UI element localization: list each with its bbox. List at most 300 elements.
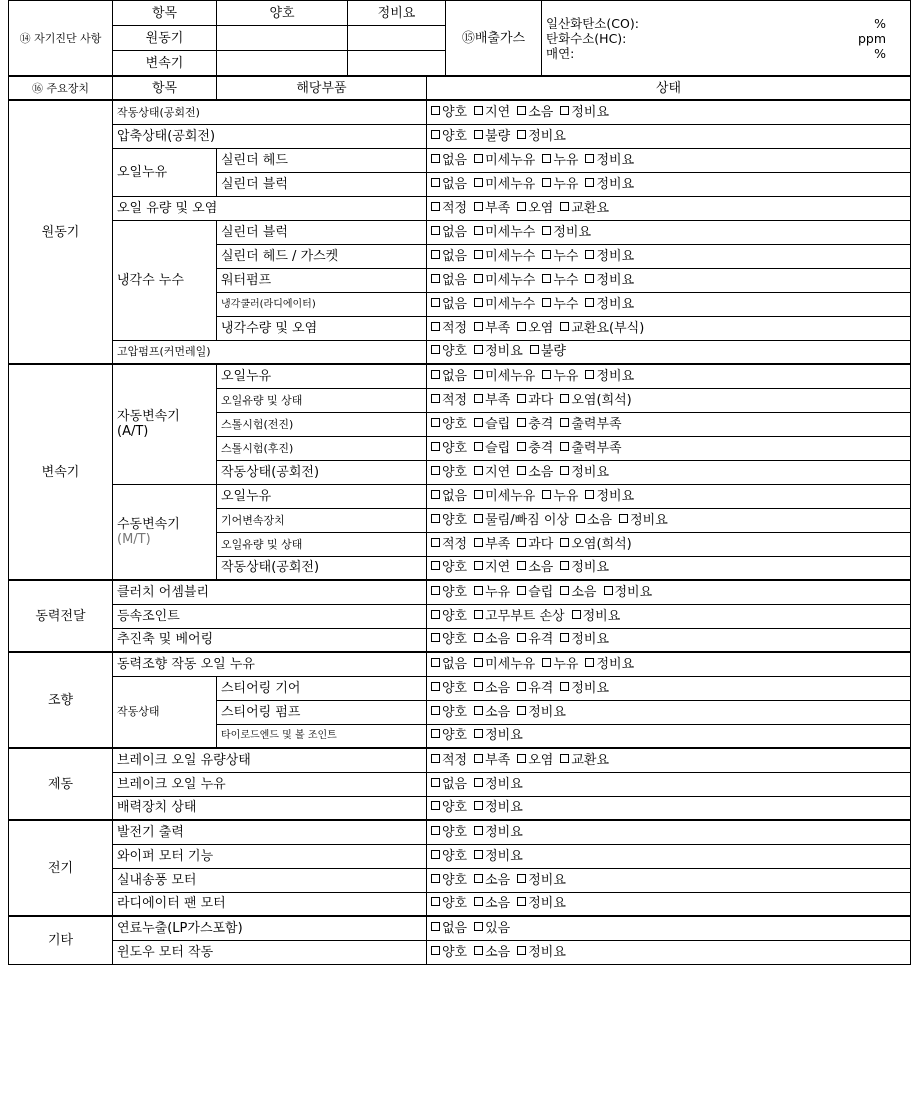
status-option[interactable]	[431, 800, 467, 815]
status-option[interactable]	[474, 369, 535, 384]
status-option[interactable]	[431, 297, 467, 312]
status-option-label: 소음	[587, 512, 613, 528]
checkbox-icon[interactable]	[474, 514, 483, 523]
status-option[interactable]	[560, 321, 644, 336]
checkbox-icon[interactable]	[431, 274, 440, 283]
checkbox-icon[interactable]	[474, 633, 483, 642]
status-option-label: 양호	[442, 416, 468, 432]
status-options	[427, 916, 911, 940]
checkbox-icon[interactable]	[474, 250, 483, 259]
checkbox-icon[interactable]	[517, 946, 526, 955]
self-diag-engine-good[interactable]	[217, 26, 348, 51]
status-options	[427, 604, 911, 628]
status-option[interactable]	[474, 849, 523, 864]
status-option[interactable]	[431, 873, 467, 888]
checkbox-icon[interactable]	[431, 706, 440, 715]
status-option[interactable]	[560, 585, 596, 600]
status-option[interactable]	[431, 177, 467, 192]
status-option[interactable]	[517, 632, 553, 647]
checkbox-icon[interactable]	[431, 322, 440, 331]
status-option[interactable]	[542, 153, 578, 168]
status-option[interactable]	[560, 441, 621, 456]
status-option[interactable]	[560, 393, 631, 408]
status-option[interactable]	[517, 537, 553, 552]
status-option-label: 정비요	[485, 344, 523, 360]
status-option[interactable]	[474, 297, 535, 312]
checkbox-icon[interactable]	[542, 298, 551, 307]
status-option[interactable]	[517, 465, 553, 480]
checkbox-icon[interactable]	[542, 658, 551, 667]
status-option[interactable]	[431, 849, 467, 864]
status-option[interactable]	[474, 537, 510, 552]
status-option[interactable]	[542, 273, 578, 288]
checkbox-icon[interactable]	[474, 178, 483, 187]
checkbox-icon[interactable]	[542, 274, 551, 283]
checkbox-icon[interactable]	[474, 801, 483, 810]
status-option-label: 부족	[485, 752, 511, 768]
status-option[interactable]	[431, 129, 467, 144]
checkbox-icon[interactable]	[585, 250, 594, 259]
status-option[interactable]	[517, 417, 553, 432]
status-option[interactable]	[560, 681, 609, 696]
status-option[interactable]	[474, 105, 510, 120]
status-option[interactable]	[431, 441, 467, 456]
checkbox-icon[interactable]	[431, 130, 440, 139]
status-option[interactable]	[474, 945, 510, 960]
checkbox-icon[interactable]	[431, 778, 440, 787]
checkbox-icon[interactable]	[517, 442, 526, 451]
status-option[interactable]	[542, 657, 578, 672]
self-diag-trans-repair[interactable]	[348, 51, 446, 76]
self-diag-engine-repair[interactable]	[348, 26, 446, 51]
checkbox-icon[interactable]	[474, 322, 483, 331]
checkbox-icon[interactable]	[619, 514, 628, 523]
checkbox-icon[interactable]	[560, 754, 569, 763]
checkbox-icon[interactable]	[474, 466, 483, 475]
item-text: 발전기 출력	[117, 824, 184, 840]
status-option[interactable]	[474, 441, 510, 456]
part-label: 오일누유	[217, 484, 427, 508]
status-option-label: 없음	[442, 296, 468, 312]
checkbox-icon[interactable]	[474, 370, 483, 379]
status-option-label: 정비요	[596, 272, 635, 288]
status-option[interactable]	[431, 632, 467, 647]
part-label: 기어변속장치	[217, 508, 427, 532]
checkbox-icon[interactable]	[431, 154, 440, 163]
hc-label: 탄화수소(HC):	[546, 30, 627, 46]
status-option[interactable]	[431, 417, 467, 432]
item-label	[113, 628, 427, 652]
status-option[interactable]	[560, 537, 631, 552]
checkbox-icon[interactable]	[560, 586, 569, 595]
status-option[interactable]	[517, 560, 553, 575]
checkbox-icon[interactable]	[560, 442, 569, 451]
checkbox-icon[interactable]	[542, 154, 551, 163]
checkbox-icon[interactable]	[474, 682, 483, 691]
checkbox-icon[interactable]	[585, 658, 594, 667]
part-label: 오일유량 및 상태	[217, 532, 427, 556]
checkbox-icon[interactable]	[585, 370, 594, 379]
status-option[interactable]	[474, 153, 535, 168]
checkbox-icon[interactable]	[560, 418, 569, 427]
status-option[interactable]	[431, 609, 467, 624]
checkbox-icon[interactable]	[560, 538, 569, 547]
status-option[interactable]	[474, 273, 535, 288]
checkbox-icon[interactable]	[474, 754, 483, 763]
checkbox-icon[interactable]	[474, 226, 483, 235]
status-option[interactable]	[585, 249, 634, 264]
checkbox-icon[interactable]	[431, 610, 440, 619]
status-option[interactable]	[431, 105, 467, 120]
status-options	[427, 484, 911, 508]
status-option[interactable]	[542, 225, 591, 240]
status-option[interactable]	[431, 921, 467, 936]
checkbox-icon[interactable]	[474, 106, 483, 115]
checkbox-icon[interactable]	[560, 394, 569, 403]
status-option[interactable]	[474, 873, 510, 888]
status-option[interactable]	[431, 681, 467, 696]
status-option-label: 적정	[442, 536, 468, 552]
status-option[interactable]	[474, 896, 510, 911]
checkbox-icon[interactable]	[572, 610, 581, 619]
checkbox-icon[interactable]	[431, 658, 440, 667]
status-option[interactable]	[560, 417, 621, 432]
status-option[interactable]	[474, 585, 510, 600]
checkbox-icon[interactable]	[585, 154, 594, 163]
checkbox-icon[interactable]	[431, 226, 440, 235]
status-option-label: 소음	[485, 872, 511, 888]
checkbox-icon[interactable]	[474, 345, 483, 354]
status-option[interactable]	[517, 873, 566, 888]
checkbox-icon[interactable]	[474, 442, 483, 451]
status-option[interactable]	[474, 129, 510, 144]
checkbox-icon[interactable]	[474, 610, 483, 619]
status-option[interactable]	[517, 681, 553, 696]
status-option[interactable]	[474, 609, 564, 624]
checkbox-icon[interactable]	[431, 298, 440, 307]
status-option[interactable]	[542, 297, 578, 312]
status-option[interactable]	[474, 657, 535, 672]
status-option-label: 정비요	[528, 896, 566, 912]
checkbox-icon[interactable]	[517, 586, 526, 595]
checkbox-icon[interactable]	[474, 274, 483, 283]
checkbox-icon[interactable]	[431, 466, 440, 475]
checkbox-icon[interactable]	[431, 897, 440, 906]
part-label: 타이로드엔드 및 볼 조인트	[217, 724, 427, 748]
checkbox-icon[interactable]	[431, 586, 440, 595]
checkbox-icon[interactable]	[517, 561, 526, 570]
checkbox-icon[interactable]	[517, 130, 526, 139]
status-option[interactable]	[431, 513, 467, 528]
status-option[interactable]	[585, 177, 634, 192]
checkbox-icon[interactable]	[542, 178, 551, 187]
status-option[interactable]	[474, 681, 510, 696]
checkbox-icon[interactable]	[542, 250, 551, 259]
checkbox-icon[interactable]	[517, 874, 526, 883]
part-header: 해당부품	[217, 76, 427, 100]
status-option[interactable]	[585, 297, 634, 312]
status-option-label: 양호	[442, 608, 468, 624]
status-option[interactable]	[585, 153, 634, 168]
status-option[interactable]	[517, 129, 566, 144]
status-option[interactable]	[585, 657, 634, 672]
status-option[interactable]	[560, 105, 609, 120]
status-option[interactable]	[619, 513, 668, 528]
checkbox-icon[interactable]	[585, 274, 594, 283]
status-option[interactable]	[431, 249, 467, 264]
status-option[interactable]	[474, 393, 510, 408]
status-option[interactable]	[431, 273, 467, 288]
checkbox-icon[interactable]	[431, 850, 440, 859]
checkbox-icon[interactable]	[474, 561, 483, 570]
status-option[interactable]	[474, 560, 510, 575]
item-subtext: (M/T)	[117, 531, 151, 547]
status-option-label: 양호	[442, 632, 468, 648]
item-label	[113, 676, 217, 748]
status-option[interactable]	[474, 249, 535, 264]
status-option[interactable]	[517, 705, 566, 720]
status-option[interactable]	[431, 753, 467, 768]
checkbox-icon[interactable]	[474, 826, 483, 835]
status-option[interactable]	[431, 393, 467, 408]
status-option-label: 적정	[442, 320, 468, 336]
checkbox-icon[interactable]	[517, 466, 526, 475]
status-option[interactable]	[474, 465, 510, 480]
checkbox-icon[interactable]	[474, 418, 483, 427]
checkbox-icon[interactable]	[517, 633, 526, 642]
status-option-label: 고무부트 손상	[485, 608, 565, 624]
status-option[interactable]	[517, 896, 566, 911]
checkbox-icon[interactable]	[431, 729, 440, 738]
self-diag-trans-good[interactable]	[217, 51, 348, 76]
checkbox-icon[interactable]	[431, 418, 440, 427]
checkbox-icon[interactable]	[431, 874, 440, 883]
status-option[interactable]	[517, 201, 553, 216]
checkbox-icon[interactable]	[431, 178, 440, 187]
checkbox-icon[interactable]	[474, 538, 483, 547]
checkbox-icon[interactable]	[431, 490, 440, 499]
checkbox-icon[interactable]	[517, 394, 526, 403]
checkbox-icon[interactable]	[517, 897, 526, 906]
checkbox-icon[interactable]	[542, 490, 551, 499]
status-option[interactable]	[604, 585, 653, 600]
status-options	[427, 340, 911, 364]
status-option[interactable]	[474, 705, 510, 720]
checkbox-icon[interactable]	[474, 202, 483, 211]
part-label: 스톨시험(전진)	[217, 412, 427, 436]
status-option[interactable]	[560, 632, 609, 647]
checkbox-icon[interactable]	[560, 466, 569, 475]
status-option[interactable]	[431, 896, 467, 911]
status-option[interactable]	[517, 441, 553, 456]
checkbox-icon[interactable]	[431, 514, 440, 523]
checkbox-icon[interactable]	[431, 826, 440, 835]
status-option-label: 양호	[442, 896, 468, 912]
checkbox-icon[interactable]	[517, 538, 526, 547]
status-option[interactable]	[542, 369, 578, 384]
status-option[interactable]	[431, 777, 467, 792]
status-option[interactable]	[585, 273, 634, 288]
checkbox-icon[interactable]	[431, 633, 440, 642]
status-option[interactable]	[474, 777, 523, 792]
checkbox-icon[interactable]	[576, 514, 585, 523]
checkbox-icon[interactable]	[542, 370, 551, 379]
checkbox-icon[interactable]	[431, 538, 440, 547]
checkbox-icon[interactable]	[431, 345, 440, 354]
checkbox-icon[interactable]	[431, 682, 440, 691]
status-option-label: 양호	[442, 848, 468, 864]
status-option[interactable]	[572, 609, 621, 624]
checkbox-icon[interactable]	[474, 778, 483, 787]
checkbox-icon[interactable]	[474, 897, 483, 906]
checkbox-icon[interactable]	[560, 682, 569, 691]
checkbox-icon[interactable]	[517, 754, 526, 763]
status-option[interactable]	[542, 177, 578, 192]
status-option-label: 소음	[528, 104, 554, 120]
status-option[interactable]	[431, 537, 467, 552]
status-option[interactable]	[431, 945, 467, 960]
status-option[interactable]	[474, 632, 510, 647]
part-label: 실린더 헤드 / 가스켓	[217, 244, 427, 268]
checkbox-icon[interactable]	[431, 801, 440, 810]
checkbox-icon[interactable]	[517, 418, 526, 427]
status-option[interactable]	[585, 489, 634, 504]
checkbox-icon[interactable]	[474, 490, 483, 499]
checkbox-icon[interactable]	[474, 729, 483, 738]
status-option[interactable]	[431, 825, 467, 840]
status-option[interactable]	[585, 369, 634, 384]
status-option[interactable]	[576, 513, 612, 528]
checkbox-icon[interactable]	[530, 345, 539, 354]
status-option-label: 부족	[485, 392, 511, 408]
checkbox-icon[interactable]	[474, 154, 483, 163]
status-option[interactable]	[474, 177, 535, 192]
checkbox-icon[interactable]	[517, 682, 526, 691]
checkbox-icon[interactable]	[560, 106, 569, 115]
status-options	[427, 796, 911, 820]
checkbox-icon[interactable]	[474, 922, 483, 931]
checkbox-icon[interactable]	[431, 754, 440, 763]
checkbox-icon[interactable]	[604, 586, 613, 595]
checkbox-icon[interactable]	[474, 850, 483, 859]
checkbox-icon[interactable]	[542, 226, 551, 235]
status-option-label: 있음	[485, 920, 511, 936]
status-option[interactable]	[431, 225, 467, 240]
status-option[interactable]	[431, 369, 467, 384]
checkbox-icon[interactable]	[431, 202, 440, 211]
checkbox-icon[interactable]	[560, 202, 569, 211]
checkbox-icon[interactable]	[474, 130, 483, 139]
status-option-label: 양호	[442, 824, 468, 840]
checkbox-icon[interactable]	[431, 946, 440, 955]
status-option[interactable]	[431, 201, 467, 216]
checkbox-icon[interactable]	[517, 706, 526, 715]
status-option[interactable]	[474, 825, 523, 840]
status-option-label: 정비요	[571, 560, 610, 576]
checkbox-icon[interactable]	[431, 370, 440, 379]
status-option[interactable]	[560, 560, 609, 575]
checkbox-icon[interactable]	[431, 561, 440, 570]
co-unit: %	[874, 15, 886, 31]
status-options	[427, 436, 911, 460]
status-option[interactable]	[474, 417, 510, 432]
self-diagnosis-table	[8, 0, 911, 76]
status-option[interactable]	[431, 705, 467, 720]
status-option[interactable]	[474, 728, 523, 743]
category-label: 조향	[9, 652, 113, 748]
checkbox-icon[interactable]	[560, 633, 569, 642]
checkbox-icon[interactable]	[585, 178, 594, 187]
status-option[interactable]	[431, 728, 467, 743]
status-option[interactable]	[431, 465, 467, 480]
checkbox-icon[interactable]	[474, 394, 483, 403]
status-option[interactable]	[431, 657, 467, 672]
status-option-label: 누수	[553, 296, 579, 312]
status-option[interactable]	[560, 201, 609, 216]
checkbox-icon[interactable]	[517, 106, 526, 115]
checkbox-icon[interactable]	[474, 298, 483, 307]
status-option[interactable]	[517, 585, 553, 600]
status-options	[427, 772, 911, 796]
checkbox-icon[interactable]	[474, 586, 483, 595]
status-option[interactable]	[517, 105, 553, 120]
status-option[interactable]	[517, 321, 553, 336]
status-option-label: 적정	[442, 392, 468, 408]
checkbox-icon[interactable]	[560, 322, 569, 331]
status-options	[427, 580, 911, 604]
status-option[interactable]	[431, 153, 467, 168]
status-option[interactable]	[431, 560, 467, 575]
status-option[interactable]	[474, 921, 510, 936]
checkbox-icon[interactable]	[431, 106, 440, 115]
checkbox-icon[interactable]	[517, 202, 526, 211]
status-option[interactable]	[517, 945, 566, 960]
status-option[interactable]	[474, 321, 510, 336]
status-option[interactable]	[542, 489, 578, 504]
status-option[interactable]	[560, 753, 609, 768]
status-option[interactable]	[517, 393, 553, 408]
status-option[interactable]	[517, 753, 553, 768]
status-option[interactable]	[474, 800, 523, 815]
checkbox-icon[interactable]	[585, 490, 594, 499]
status-option[interactable]	[530, 344, 566, 359]
checkbox-icon[interactable]	[431, 442, 440, 451]
checkbox-icon[interactable]	[517, 322, 526, 331]
status-option[interactable]	[474, 344, 523, 359]
checkbox-icon[interactable]	[431, 922, 440, 931]
status-option[interactable]	[431, 585, 467, 600]
status-option[interactable]	[431, 489, 467, 504]
checkbox-icon[interactable]	[474, 658, 483, 667]
status-option[interactable]	[474, 753, 510, 768]
checkbox-icon[interactable]	[474, 706, 483, 715]
checkbox-icon[interactable]	[431, 250, 440, 259]
status-option[interactable]	[474, 201, 510, 216]
status-option-label: 슬립	[485, 440, 511, 456]
checkbox-icon[interactable]	[474, 946, 483, 955]
status-option[interactable]	[474, 513, 569, 528]
status-option[interactable]	[542, 249, 578, 264]
status-option[interactable]	[560, 465, 609, 480]
checkbox-icon[interactable]	[560, 561, 569, 570]
checkbox-icon[interactable]	[431, 394, 440, 403]
status-option[interactable]	[474, 489, 535, 504]
status-option[interactable]	[431, 344, 467, 359]
checkbox-icon[interactable]	[585, 298, 594, 307]
status-option[interactable]	[431, 321, 467, 336]
checkbox-icon[interactable]	[474, 874, 483, 883]
status-option[interactable]	[474, 225, 535, 240]
